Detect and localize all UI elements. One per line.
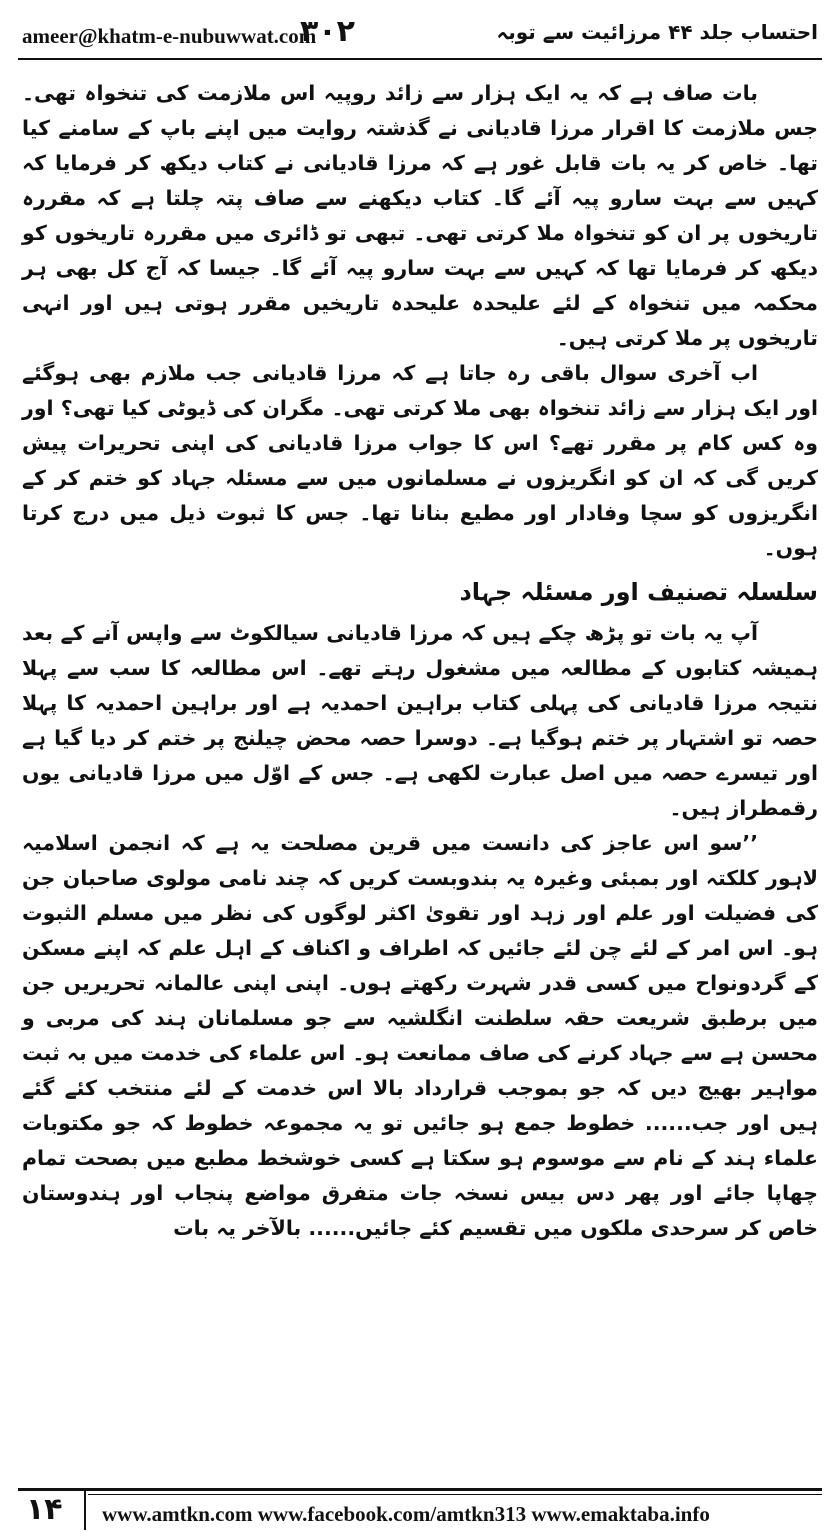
footer-page-number: ۱۴ [26,1492,63,1527]
footer-rule [18,1488,822,1491]
footer-links: www.amtkn.com www.facebook.com/amtkn313 www.emaktaba.info [102,1502,710,1526]
header-book-title: احتساب جلد ۴۴ مرزائیت سے توبہ [496,20,818,44]
page-footer [18,1488,822,1532]
paragraph-3: آپ یہ بات تو پڑھ چکے ہیں کہ مرزا قادیانی سیالکوٹ سے واپس آنے کے بعد ہمیشہ کتابوں کے مطالعہ میں مشغول رہتے تھے۔ اس مطالعہ کا سب سے پہلا نتیجہ مرزا قادیانی کی پہلی کتاب براہین احمدیہ ہے اور براہین احمدیہ کا پہلا حصہ تو اشتہار پر ختم ہوگیا ہے۔ دوسرا حصہ محض چیلنج پر ختم کر دیا گیا ہے اور تیسرے حصہ میں اصل عبارت لکھی ہے۔ جس کے اوّل میں مرزا قادیانی یوں رقمطراز ہیں۔ [22,621,818,820]
header-page-number: ۳۰۲ [300,14,355,49]
footer-rule-thin [88,1494,822,1495]
section-heading: سلسلہ تصنیف اور مسئلہ جہاد [459,578,818,606]
page-body [22,76,818,1246]
header-email: ameer@khatm-e-nubuwwat.com [22,24,317,48]
paragraph-1: بات صاف ہے کہ یہ ایک ہزار سے زائد روپیہ اس ملازمت کی تنخواہ تھی۔ جس ملازمت کا اقرار مرزا قادیانی نے گذشتہ روایت میں اپنے باپ کے سامنے کیا تھا۔ خاص کر یہ بات قابل غور ہے کہ مرزا قادیانی نے کتاب دیکھ کر فرمایا کہ کہیں سے بہت سارو پیہ آئے گا۔ کتاب دیکھنے سے صاف پتہ چلتا ہے کہ مقررہ تاریخوں پر ان کو تنخواہ ملا کرتی تھی۔ تبھی تو ڈائری میں مقررہ تاریخوں کو دیکھ کر فرمایا تھا کہ کہیں سے بہت سارو پیہ آئے گا۔ جیسا کہ آج کل بھی ہر محکمہ میں تنخواہ کے لئے علیحدہ علیحدہ تاریخیں مقرر ہوتی ہیں اور انہی تاریخوں پر ملا کرتی ہیں۔ [22,81,818,350]
quote-paragraph: ’’سو اس عاجز کی دانست میں قرین مصلحت یہ ہے کہ انجمن اسلامیہ لاہور کلکتہ اور بمبئی وغیرہ یہ بندوبست کریں کہ چند نامی مولوی صاحبان جن کی فضیلت اور علم اور زہد اور تقویٰ اکثر لوگوں کی نظر میں مسلم الثبوت ہو۔ اس امر کے لئے چن لئے جائیں کہ اطراف و اکناف کے اہل علم کہ اپنے مسکن کے گردونواح میں کسی قدر شہرت رکھتے ہوں۔ اپنی اپنی عالمانہ تحریریں جن میں برطبق شریعت حقہ سلطنت انگلشیہ سے جو مسلمانان ہند کی مربی و محسن ہے سے جہاد کرنے کی صاف ممانعت ہو۔ اس علماء کی خدمت میں بہ ثبت مواہیر بھیج دیں کہ جو بموجب قرارداد بالا اس خدمت کے لئے منتخب کئے گئے ہیں اور جب...... خطوط جمع ہو جائیں تو یہ مجموعہ خطوط کہ جو مکتوبات علماء ہند کے نام سے موسوم ہو سکتا ہے کسی خوشخط مطبع میں بصحت تمام چھاپا جائے اور پھر دس بیس نسخہ جات متفرق مواضع پنجاب اور ہندوستان خاص کر سرحدی ملکوں میں تقسیم کئے جائیں...... بالآخر یہ بات [22,831,818,1240]
page-header [18,14,822,60]
footer-page-box [18,1490,86,1530]
paragraph-2: اب آخری سوال باقی رہ جاتا ہے کہ مرزا قادیانی جب ملازم بھی ہوگئے اور ایک ہزار سے زائد تنخواہ بھی ملا کرتی تھی۔ مگران کی ڈیوٹی کیا تھی؟ اور وہ کس کام پر مقرر تھے؟ اس کا جواب مرزا قادیانی کی اپنی تحریرات پیش کریں گی کہ ان کو انگریزوں نے مسلمانوں میں سے مسئلہ جہاد کو ختم کر کے انگریزوں کو سچا وفادار اور مطیع بنانا تھا۔ جس کا ثبوت ذیل میں درج کرتا ہوں۔ [22,361,818,560]
